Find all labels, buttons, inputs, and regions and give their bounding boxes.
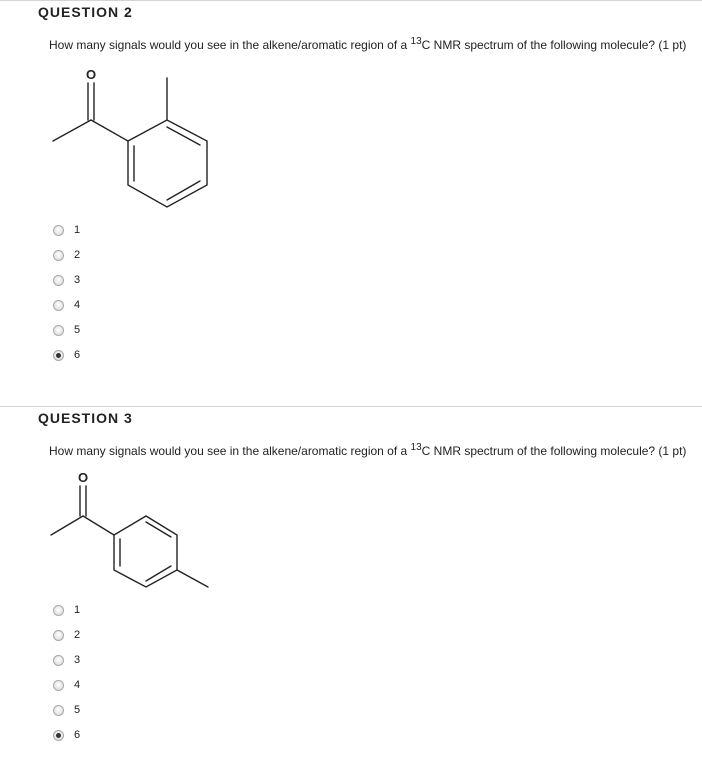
oxygen-label: O bbox=[85, 67, 97, 82]
option-label: 5 bbox=[74, 324, 81, 336]
question-text-before: How many signals would you see in the alkene/aromatic region of a bbox=[49, 444, 411, 458]
answer-option[interactable] bbox=[53, 727, 80, 743]
option-label: 2 bbox=[74, 629, 81, 641]
option-label: 6 bbox=[74, 729, 81, 741]
question-title: QUESTION 2 bbox=[38, 4, 133, 20]
question-3 bbox=[0, 406, 702, 782]
radio-button[interactable] bbox=[53, 630, 64, 641]
radio-dot bbox=[56, 353, 61, 358]
answer-option[interactable] bbox=[53, 702, 80, 718]
radio-dot bbox=[56, 733, 61, 738]
question-divider bbox=[0, 0, 702, 1]
radio-button[interactable] bbox=[53, 680, 64, 691]
answer-option[interactable] bbox=[53, 627, 80, 643]
question-divider bbox=[0, 406, 702, 407]
option-label: 1 bbox=[74, 224, 81, 236]
question-title: QUESTION 3 bbox=[38, 410, 133, 426]
radio-button[interactable] bbox=[53, 350, 64, 361]
radio-button[interactable] bbox=[53, 300, 64, 311]
question-text-before: How many signals would you see in the alkene/aromatic region of a bbox=[49, 38, 411, 52]
question-text bbox=[49, 38, 686, 52]
answer-option[interactable] bbox=[53, 347, 80, 363]
question-text bbox=[49, 444, 686, 458]
radio-button[interactable] bbox=[53, 730, 64, 741]
isotope-superscript: 13 bbox=[410, 36, 422, 47]
answer-option[interactable] bbox=[53, 272, 80, 288]
radio-button[interactable] bbox=[53, 655, 64, 666]
option-label: 5 bbox=[74, 704, 81, 716]
option-label: 2 bbox=[74, 249, 81, 261]
question-text-after: C NMR spectrum of the following molecule? (1 pt) bbox=[421, 38, 687, 52]
answer-option[interactable] bbox=[53, 322, 80, 338]
answer-option[interactable] bbox=[53, 652, 80, 668]
answer-option[interactable] bbox=[53, 677, 80, 693]
radio-button[interactable] bbox=[53, 225, 64, 236]
radio-button[interactable] bbox=[53, 325, 64, 336]
answer-option[interactable] bbox=[53, 247, 80, 263]
answer-option[interactable] bbox=[53, 222, 80, 238]
option-label: 6 bbox=[74, 349, 81, 361]
radio-button[interactable] bbox=[53, 605, 64, 616]
isotope-superscript: 13 bbox=[410, 442, 422, 453]
molecule-structure bbox=[40, 64, 220, 214]
option-label: 4 bbox=[74, 299, 81, 311]
answer-option[interactable] bbox=[53, 297, 80, 313]
option-label: 1 bbox=[74, 604, 81, 616]
option-label: 3 bbox=[74, 654, 81, 666]
radio-button[interactable] bbox=[53, 705, 64, 716]
radio-button[interactable] bbox=[53, 275, 64, 286]
answer-option[interactable] bbox=[53, 602, 80, 618]
radio-button[interactable] bbox=[53, 250, 64, 261]
molecule-structure bbox=[40, 468, 220, 598]
option-label: 3 bbox=[74, 274, 81, 286]
option-label: 4 bbox=[74, 679, 81, 691]
oxygen-label: O bbox=[77, 470, 89, 485]
question-text-after: C NMR spectrum of the following molecule? (1 pt) bbox=[421, 444, 687, 458]
